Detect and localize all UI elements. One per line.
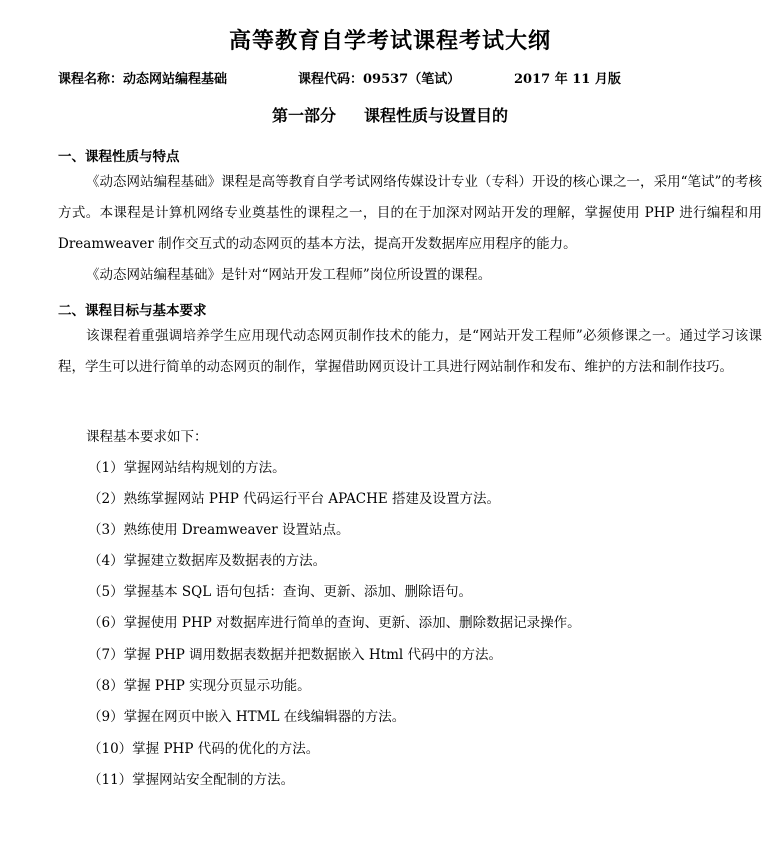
requirement-item: （11）掌握网站安全配制的方法。 [88,772,295,788]
section-heading-goals: 二、课程目标与基本要求 [58,303,207,319]
nature-paragraph-1: 《动态网站编程基础》课程是高等教育自学考试网络传媒设计专业（专科）开设的核心课之一，采用“笔试”的考核方式。本课程是计算机网络专业奠基性的课程之一，目的在于加深对网站开发的理解，掌握使用 PHP 进行编程和用 Dreamweaver 制作交互式的动态网页的基本方法，提高开发数据库应用程序的能力。 [58,174,762,252]
requirement-item: （10）掌握 PHP 代码的优化的方法。 [88,741,320,757]
part-title [0,103,780,126]
course-meta-row [58,68,758,88]
nature-paragraph-2: 《动态网站编程基础》是针对“网站开发工程师”岗位所设置的课程。 [86,267,492,283]
requirement-item: （3）熟练使用 Dreamweaver 设置站点。 [88,522,350,538]
goals-paragraph: 该课程着重强调培养学生应用现代动态网页制作技术的能力，是“网站开发工程师”必须修课之一。通过学习该课程，学生可以进行简单的动态网页的制作，掌握借助网页设计工具进行网站制作和发布、维护的方法和制作技巧。 [58,328,762,375]
course-name: 课程名称：动态网站编程基础 [58,72,228,87]
requirements-intro: 课程基本要求如下： [86,429,208,445]
requirement-item: （7）掌握 PHP 调用数据表数据并把数据嵌入 Html 代码中的方法。 [88,647,503,663]
requirement-item: （9）掌握在网页中嵌入 HTML 在线编辑器的方法。 [88,709,406,725]
requirement-item: （1）掌握网站结构规划的方法。 [88,460,286,476]
part-number: 第一部分 [271,106,336,125]
requirement-item: （4）掌握建立数据库及数据表的方法。 [88,553,327,569]
document-title: 高等教育自学考试课程考试大纲 [228,28,551,54]
requirement-item: （2）熟练掌握网站 PHP 代码运行平台 APACHE 搭建及设置方法。 [88,491,500,507]
section-heading-nature: 一、课程性质与特点 [58,149,180,165]
edition-date: 2017 年 11 月版 [514,72,621,87]
requirement-item: （8）掌握 PHP 实现分页显示功能。 [88,678,311,694]
requirement-item: （5）掌握基本 SQL 语句包括：查询、更新、添加、删除语句。 [88,584,472,600]
course-code: 课程代码：09537（笔试） [298,72,461,87]
part-name: 课程性质与设置目的 [364,106,509,125]
requirement-item: （6）掌握使用 PHP 对数据库进行简单的查询、更新、添加、删除数据记录操作。 [88,615,581,631]
